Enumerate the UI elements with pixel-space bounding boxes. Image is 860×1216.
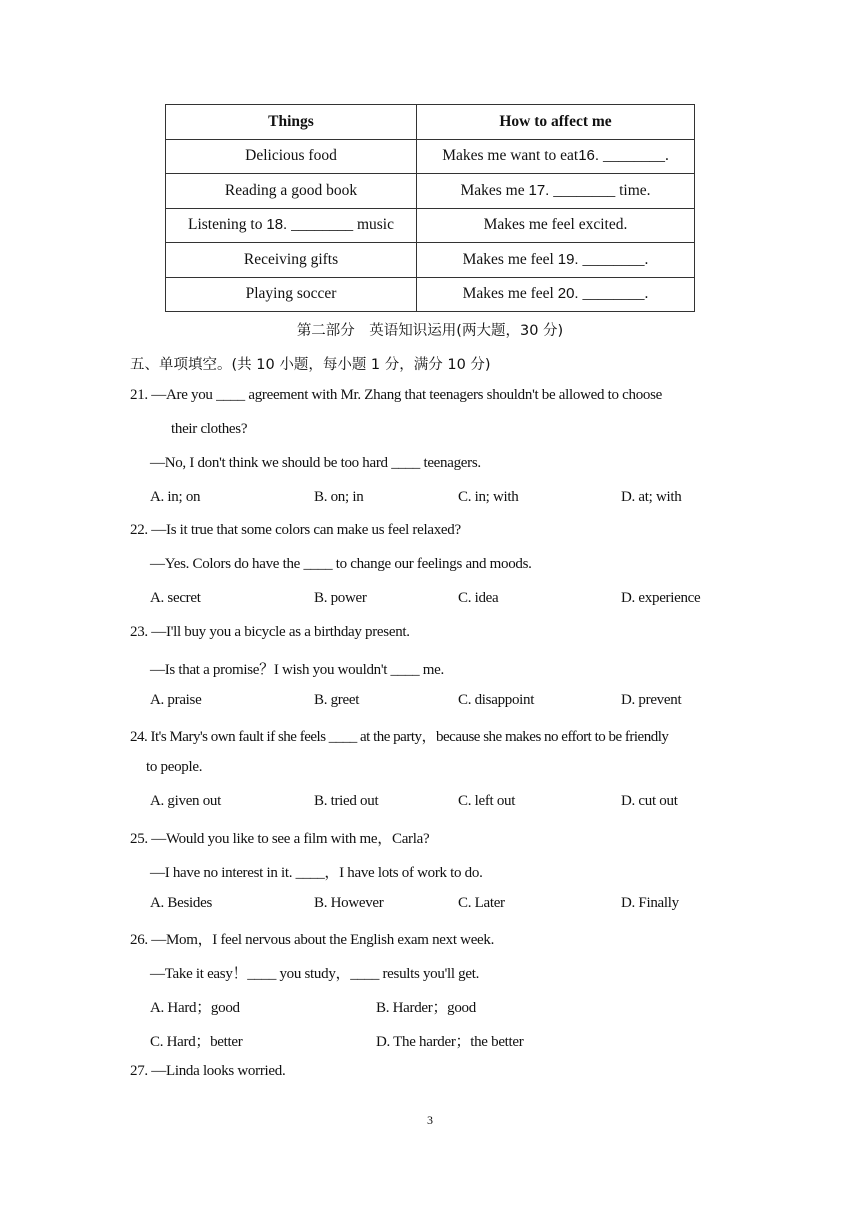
table-header-row [166,105,695,140]
option-a[interactable]: A. given out [150,793,221,809]
question-24-stem: 24. It's Mary's own fault if she feels ____ at the party，because she makes no effort to be friendly [130,729,669,745]
option-d[interactable]: D. The harder；the better [376,1034,524,1050]
page-number: 3 [427,1113,433,1127]
table-cell: Reading a good book [166,174,417,209]
table-row [166,208,695,243]
option-b[interactable]: B. greet [314,692,360,708]
option-c[interactable]: C. Later [458,895,505,911]
question-25-reply: —I have no interest in it. ____，I have lots of work to do. [150,865,483,881]
header-things: Things [166,105,417,140]
blank-number: 16. [578,147,600,165]
question-22-reply: —Yes. Colors do have the ____ to change our feelings and moods. [150,556,532,572]
option-d[interactable]: D. cut out [621,793,678,809]
table-cell: Makes me feel 19. ________. [417,243,695,278]
question-27-stem: 27. —Linda looks worried. [130,1063,286,1079]
question-24-stem-cont: to people. [146,759,203,775]
option-b[interactable]: B. However [314,895,384,911]
table-cell: Makes me feel 20. ________. [417,277,695,312]
option-c[interactable]: C. left out [458,793,516,809]
option-b[interactable]: B. Harder；good [376,1000,476,1016]
table-row [166,243,695,278]
option-a[interactable]: A. praise [150,692,202,708]
option-b[interactable]: B. power [314,590,367,606]
question-21-stem: 21. —Are you ____ agreement with Mr. Zhang that teenagers shouldn't be allowed to choose [130,387,662,403]
option-a[interactable]: A. in; on [150,489,201,505]
option-d[interactable]: D. at; with [621,489,682,505]
option-d[interactable]: D. experience [621,590,701,606]
table-cell: Listening to 18. ________ music [166,208,417,243]
question-26-stem: 26. —Mom，I feel nervous about the English exam next week. [130,932,495,948]
option-d[interactable]: D. prevent [621,692,682,708]
table-cell: Makes me 17. ________ time. [417,174,695,209]
blank-number: 18. [266,216,288,234]
option-a[interactable]: A. secret [150,590,201,606]
option-c[interactable]: C. in; with [458,489,519,505]
header-how-to-affect: How to affect me [417,105,695,140]
option-c[interactable]: C. disappoint [458,692,535,708]
option-a[interactable]: A. Besides [150,895,212,911]
blank-number: 20. [557,285,579,303]
question-23-reply: —Is that a promise？I wish you wouldn't ____ me. [150,662,444,678]
question-26-reply: —Take it easy！____ you study，____ results you'll get. [150,966,480,982]
question-25-stem: 25. —Would you like to see a film with me，Carla? [130,831,430,847]
question-21-reply: —No, I don't think we should be too hard ____ teenagers. [150,455,481,471]
things-affect-table [165,104,695,312]
question-23-stem: 23. —I'll buy you a bicycle as a birthday present. [130,624,410,640]
table-row [166,277,695,312]
option-a[interactable]: A. Hard；good [150,1000,240,1016]
option-c[interactable]: C. idea [458,590,499,606]
table-cell: Makes me feel excited. [417,208,695,243]
table-cell: Playing soccer [166,277,417,312]
option-b[interactable]: B. on; in [314,489,364,505]
option-b[interactable]: B. tried out [314,793,379,809]
table-cell: Delicious food [166,139,417,174]
option-d[interactable]: D. Finally [621,895,679,911]
question-22-stem: 22. —Is it true that some colors can make us feel relaxed? [130,522,461,538]
table-cell: Receiving gifts [166,243,417,278]
question-21-stem-cont: their clothes? [171,421,248,437]
blank-number: 19. [557,250,579,268]
part-title: 第二部分 英语知识运用(两大题，30 分) [296,323,564,339]
option-c[interactable]: C. Hard；better [150,1034,243,1050]
table-cell: Makes me want to eat16. ________. [417,139,695,174]
table-row [166,139,695,174]
blank-number: 17. [528,181,550,199]
section-title: 五、单项填空。(共 10 小题，每小题 1 分，满分 10 分) [130,357,491,373]
table-row [166,174,695,209]
